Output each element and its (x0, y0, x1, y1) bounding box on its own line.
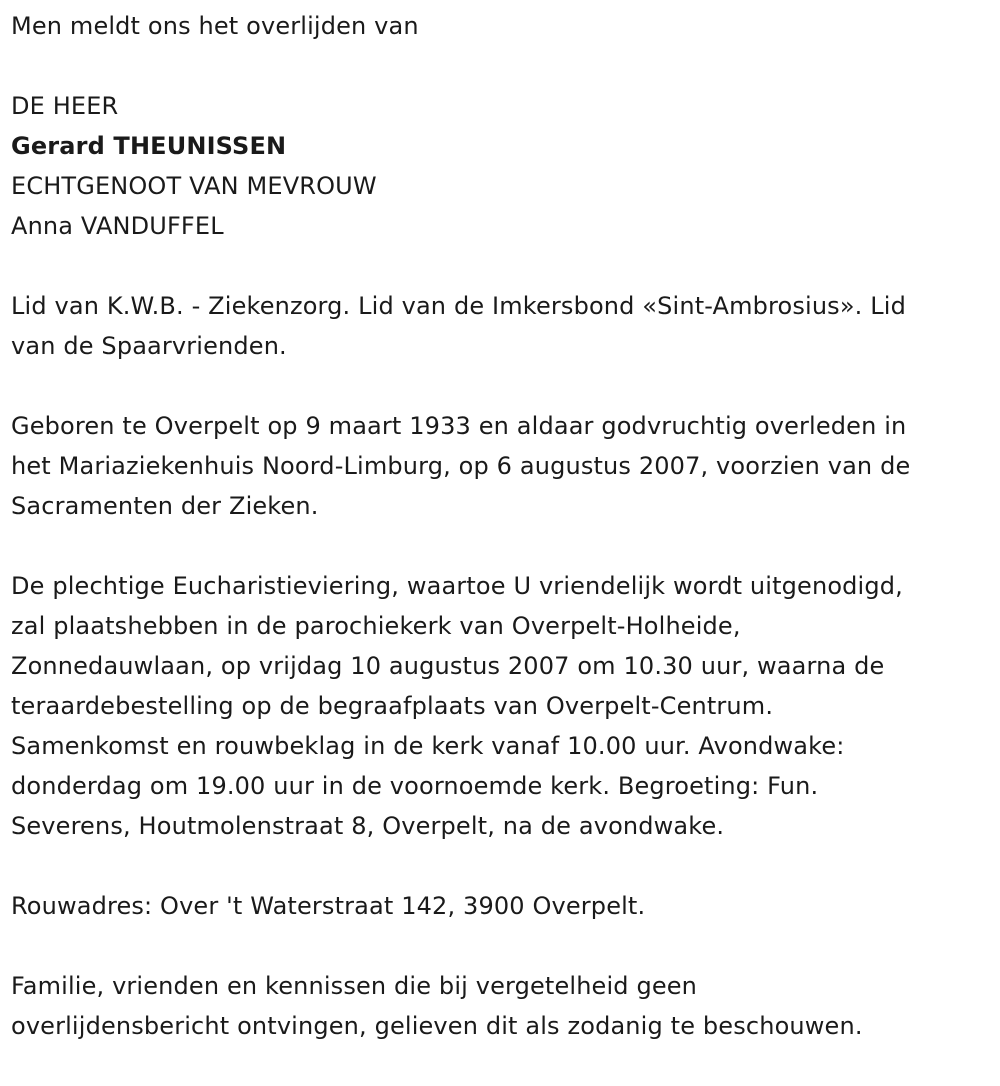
ceremony-line: Severens, Houtmolenstraat 8, Overpelt, na de avondwake. (11, 812, 725, 840)
birth-death-line: Geboren te Overpelt op 9 maart 1933 en aldaar godvruchtig overleden in (11, 412, 907, 440)
memberships-line: van de Spaarvrienden. (11, 332, 287, 360)
ceremony-paragraph (11, 566, 1000, 846)
spacer (11, 246, 1000, 286)
memberships-paragraph (11, 286, 1000, 366)
deceased-name: Gerard THEUNISSEN (11, 132, 287, 160)
spacer (11, 846, 1000, 886)
memberships-line: Lid van K.W.B. - Ziekenzorg. Lid van de Imkersbond «Sint-Ambrosius». Lid (11, 292, 906, 320)
closing-paragraph (11, 966, 1000, 1046)
ceremony-line: De plechtige Eucharistieviering, waartoe U vriendelijk wordt uitgenodigd, (11, 572, 903, 600)
birth-death-line: het Mariaziekenhuis Noord-Limburg, op 6 augustus 2007, voorzien van de (11, 452, 911, 480)
closing-line: overlijdensbericht ontvingen, gelieven dit als zodanig te beschouwen. (11, 1012, 863, 1040)
deceased-block (11, 86, 1000, 246)
spacer (11, 526, 1000, 566)
intro-line: Men meldt ons het overlijden van (11, 12, 419, 40)
spacer (11, 926, 1000, 966)
ceremony-line: zal plaatshebben in de parochiekerk van Overpelt-Holheide, (11, 612, 741, 640)
spouse-name: Anna VANDUFFEL (11, 212, 224, 240)
birth-death-line: Sacramenten der Zieken. (11, 492, 319, 520)
closing-line: Familie, vrienden en kennissen die bij vergetelheid geen (11, 972, 698, 1000)
deceased-title: DE HEER (11, 92, 119, 120)
spacer (11, 46, 1000, 86)
birth-death-paragraph (11, 406, 1000, 526)
mourning-address: Rouwadres: Over 't Waterstraat 142, 3900 Overpelt. (11, 892, 646, 920)
ceremony-line: teraardebestelling op de begraafplaats van Overpelt-Centrum. (11, 692, 774, 720)
deceased-relation: ECHTGENOOT VAN MEVROUW (11, 172, 377, 200)
ceremony-line: Zonnedauwlaan, op vrijdag 10 augustus 2007 om 10.30 uur, waarna de (11, 652, 885, 680)
ceremony-line: donderdag om 19.00 uur in de voornoemde kerk. Begroeting: Fun. (11, 772, 819, 800)
ceremony-line: Samenkomst en rouwbeklag in de kerk vanaf 10.00 uur. Avondwake: (11, 732, 845, 760)
spacer (11, 366, 1000, 406)
